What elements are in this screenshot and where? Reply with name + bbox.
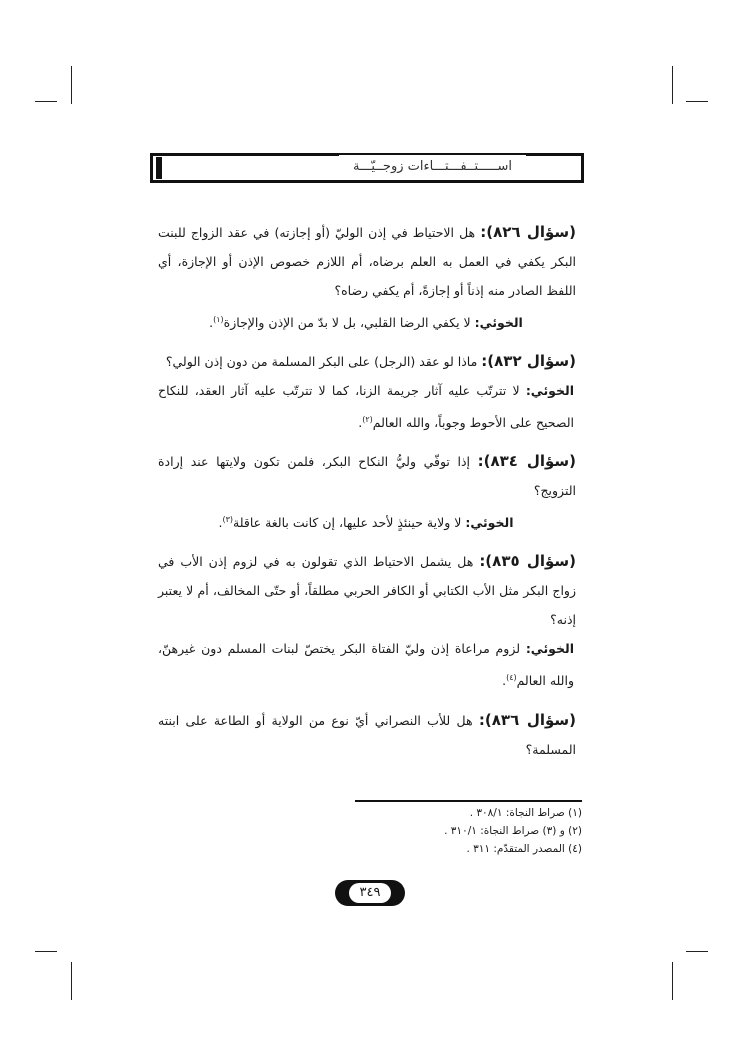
answer [158,305,576,337]
answer-end: . [358,415,363,431]
footnote-rule [355,800,582,802]
footnote-ref: (٢) [362,415,373,425]
answer-label: الخوئي: [525,641,574,657]
answer-end: . [209,315,214,331]
question-text: هل يشمل الاحتياط الذي تقولون به في لزوم إذن الأب في زواج البكر مثل الأب الكتابي أو الكافر الحربي مطلقاً، أو حتّى المخالف، أم لا يعتبر إذنه؟ [158,554,576,628]
question-text: هل الاحتياط في إذن الوليّ (أو إجازته) في عقد الزواج للبنت البكر يكفي في العمل به العلم برضاه، أم اللازم خصوص الإذن أو الإجازة، أي اللفظ الصادر منه إذناً أو إجازةً، أم يكفي رضاه؟ [158,225,576,298]
question [158,447,576,505]
qa-block [158,218,576,337]
question [158,218,576,305]
crop-mark [35,101,57,102]
question-label: (سؤال ٨٣٤): [477,452,576,471]
question [158,347,576,376]
footnote: (٤) المصدر المتقدّم: ٣١١ . [466,843,582,855]
main-content [158,218,576,774]
answer [158,376,576,437]
question-label: (سؤال ٨٢٦): [480,223,576,241]
answer-text: لا تترتّب عليه آثار جريمة الزنا، كما لا تترتّب عليه آثار العقد، للنكاح الصحيح على الأحوط وجوباً، والله العالم [158,383,574,431]
crop-mark [672,66,673,104]
footnotes [355,804,582,858]
qa-block [158,547,576,695]
qa-block [158,347,576,437]
answer-label: الخوئي: [474,315,523,331]
qa-block [158,706,576,764]
answer [158,505,576,537]
answer-end: . [502,673,507,689]
question [158,547,576,634]
running-header [150,153,584,183]
footnote: (١) صراط النجاة: ٣٠٨/١ . [469,807,582,819]
header-bar-left [156,157,162,179]
question-label: (سؤال ٨٣٦): [478,710,576,729]
footnote: (٢) و (٣) صراط النجاة: ٣١٠/١ . [444,825,582,837]
crop-mark [35,951,57,952]
answer-text: لا يكفي الرضا القلبي، بل لا بدّ من الإذن والإجازة [223,315,471,331]
crop-mark [686,951,708,952]
answer [158,634,576,695]
crop-mark [71,962,72,1000]
question-text: هل للأب النصراني أيّ نوع من الولاية أو الطاعة على ابنته المسلمة؟ [158,712,576,757]
question-text: إذا توفّي وليُّ النكاح البكر، فلمن تكون ولايتها عند إرادة التزويج؟ [158,454,576,499]
page-number-badge [335,880,405,906]
crop-mark [71,66,72,104]
answer-end: . [218,515,223,531]
footnote-ref: (١) [213,315,224,324]
qa-block [158,447,576,537]
footnote-ref: (٣) [222,515,234,525]
question-label: (سؤال ٨٣٢): [481,352,576,371]
crop-mark [686,101,708,102]
crop-mark [672,962,673,1000]
footnote-ref: (٤) [506,673,517,683]
answer-label: الخوئي: [465,515,514,531]
answer-text: لا ولاية حينئذٍ لأحد عليها، إن كانت بالغة عاقلة [233,515,462,531]
question-label: (سؤال ٨٣٥): [479,552,576,571]
answer-label: الخوئي: [525,383,574,399]
header-title: اســـــتــفـــتـــاءات زوجــيّـــة [339,155,526,179]
answer-text: لزوم مراعاة إذن وليّ الفتاة البكر يختصّ لبنات المسلم دون غيرهنّ، والله العالم [158,641,574,689]
question [158,706,576,764]
question-text: ماذا لو عقد (الرجل) على البكر المسلمة من دون إذن الولي؟ [165,354,478,370]
page-number: ٣٤٩ [349,883,391,903]
